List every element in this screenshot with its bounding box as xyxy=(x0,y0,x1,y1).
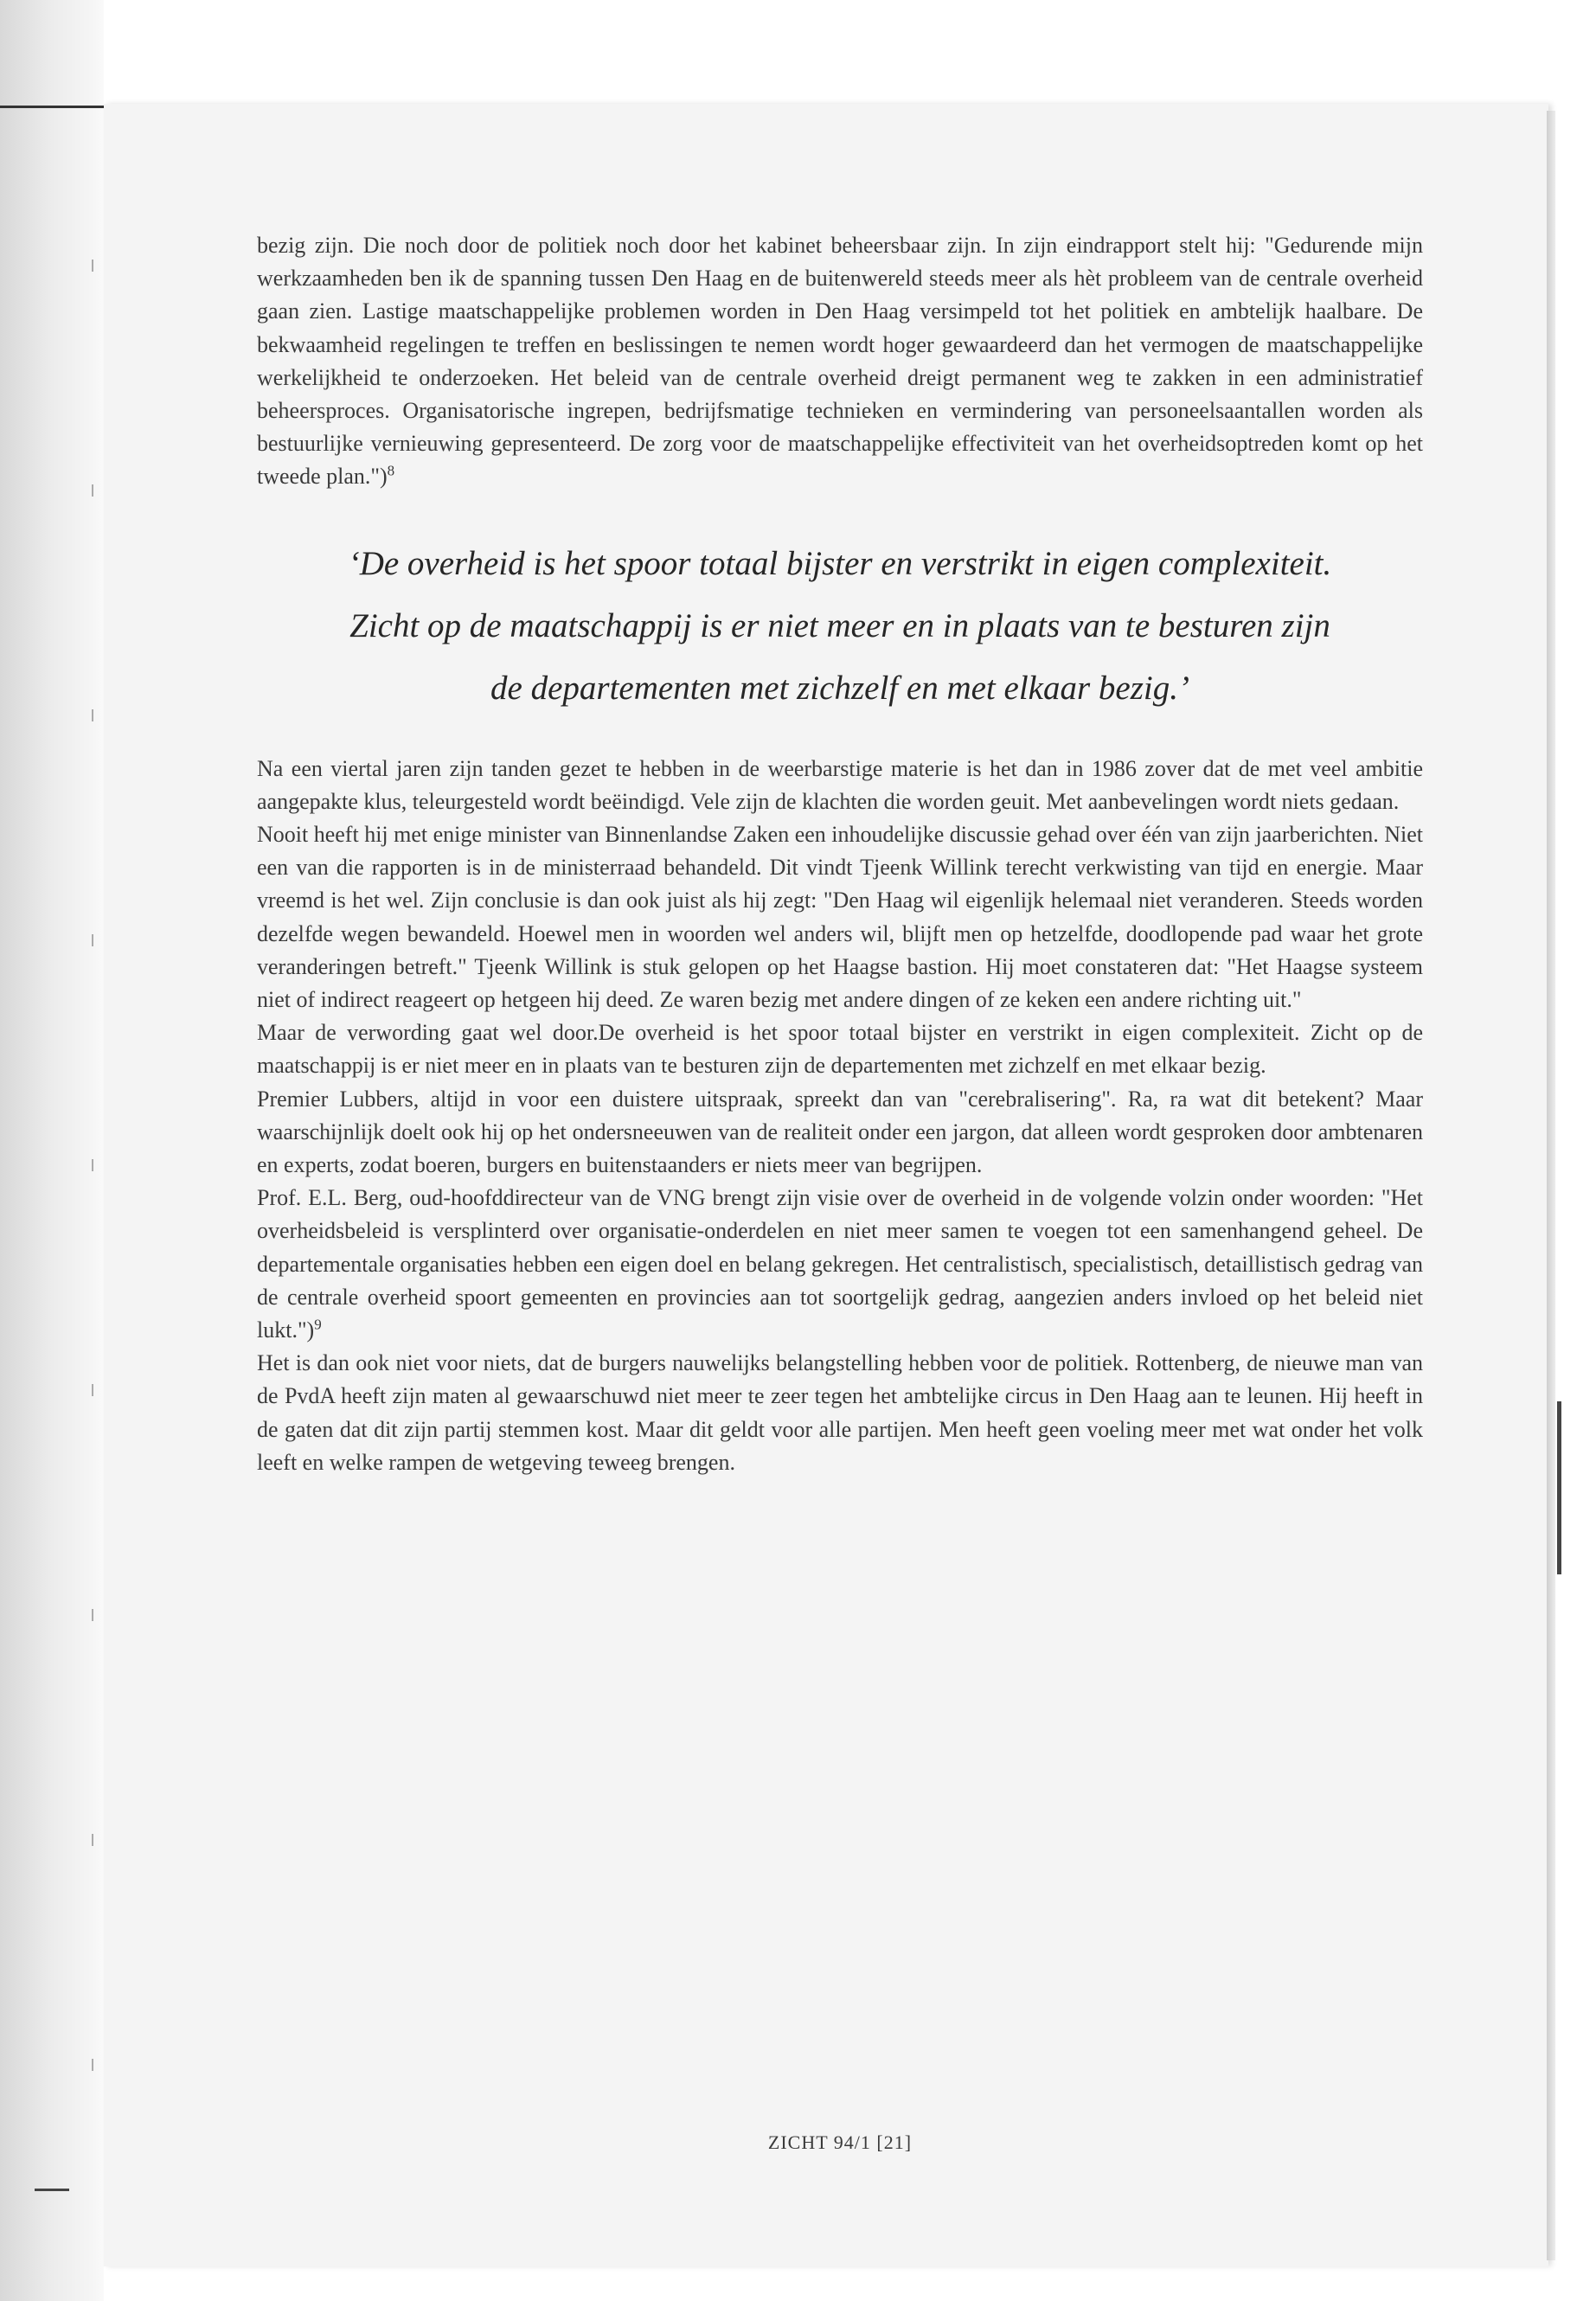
binding-stitch xyxy=(92,2059,93,2071)
binding-stitch xyxy=(92,934,93,946)
binding-edge-mark xyxy=(0,106,104,108)
page-right-edge xyxy=(1547,111,1555,2260)
pull-quote-line: Zicht op de maatschappij is er niet meer en in plaats van te besturen zijn xyxy=(349,606,1330,644)
body-paragraph: Het is dan ook niet voor niets, dat de burgers nauwelijks belangstelling hebben voor de politiek. Rottenberg, de nieuwe man van de PvdA heeft zijn maten al gewaarschuwd niet meer te zeer tegen het ambtelijke circus in Den Haag aan te leunen. Hij heeft in de gaten dat dit zijn partij stemmen kost. Maar dit geldt voor alle partijen. Men heeft geen voeling meer met wat onder het volk leeft en welke rampen de wetgeving teweeg brengen. xyxy=(257,1350,1423,1475)
pull-quote xyxy=(257,533,1423,720)
intro-text: bezig zijn. Die noch door de politiek noch door het kabinet beheersbaar zijn. In zijn eindrapport stelt hij: "Gedurende mijn werkzaamheden ben ik de spanning tussen Den Haag en de buitenwereld steeds meer als hèt probleem van de centrale overheid gaan zien. Lastige maatschappelijke problemen worden in Den Haag versimpeld tot het politiek en ambtelijk haalbare. De bekwaamheid regelingen te treffen en beslissingen te nemen wordt hoger gewaardeerd dan het vermogen de maatschappelijke werkelijkheid te onderzoeken. Het beleid van de centrale overheid dreigt permanent weg te zakken in een administratief beheersproces. Organisatorische ingrepen, bedrijfsmatige technieken en vermindering van personeelsaantallen worden als bestuurlijke vernieuwing gepresenteerd. De zorg voor de maatschappelijke effectiviteit van het overheidsoptreden komt op het tweede plan.") xyxy=(257,233,1423,490)
body-paragraph: Na een viertal jaren zijn tanden gezet te hebben in de weerbarstige materie is het dan in 1986 zover dat de met veel ambitie aangepakte klus, teleurgesteld wordt beëindigd. Vele zijn de klachten die worden geuit. Met aanbevelingen wordt niets gedaan. xyxy=(257,755,1423,814)
binding-stitch xyxy=(92,1159,93,1171)
binding-stitch xyxy=(92,1834,93,1846)
pull-quote-line: de departementen met zichzelf en met elkaar bezig.’ xyxy=(490,669,1189,707)
berg-paragraph xyxy=(257,1182,1423,1347)
intro-paragraph xyxy=(257,229,1423,494)
article-body xyxy=(257,229,1423,1479)
body-paragraph: Premier Lubbers, altijd in voor een duistere uitspraak, spreekt dan van "cerebralisering". Ra, ra wat dit betekent? Maar waarschijnlijk doelt ook hij op het ondersneeuwen van de realiteit onder een jargon, dat alleen wordt gesproken door ambtenaren en experts, zodat boeren, burgers en buitenstaanders er niets meer van begrijpen. xyxy=(257,1086,1423,1178)
binding-stitch xyxy=(92,484,93,497)
body-paragraph: Maar de verwording gaat wel door.De overheid is het spoor totaal bijster en verstrikt in eigen complexiteit. Zicht op de maatschappij is er niet meer en in plaats van te besturen zijn de departementen met zichzelf en met elkaar bezig. xyxy=(257,1020,1423,1079)
body-paragraph: Nooit heeft hij met enige minister van Binnenlandse Zaken een inhoudelijke discussie gehad over één van zijn jaarberichten. Niet een van die rapporten is in de ministerraad behandeld. Dit vindt Tjeenk Willink terecht verkwisting van tijd en energie. Maar vreemd is het wel. Zijn conclusie is dan ook juist als hij zegt: "Den Haag wil eigenlijk helemaal niet veranderen. Steeds worden dezelfde wegen bewandeld. Hoewel men in woorden wel anders wil, blijft men op hetzelfde, doodlopende pad waar het grote veranderingen betreft." Tjeenk Willink is stuk gelopen op het Haagse bastion. Hij moet constateren dat: "Het Haagse systeem niet of indirect reageert op hetgeen hij deed. Ze waren bezig met andere dingen of ze keken een andere richting uit." xyxy=(257,822,1423,1013)
binding-shadow xyxy=(0,0,104,2301)
binding-stitch xyxy=(92,260,93,272)
page-edge-tab xyxy=(1557,1401,1561,1574)
berg-text: Prof. E.L. Berg, oud-hoofddirecteur van de VNG brengt zijn visie over de overheid in de volgende volzin onder woorden: "Het overheidsbeleid is versplinterd over organisatie-onderdelen en niet meer samen te voegen tot een samenhangend geheel. De departementale organisaties hebben een eigen doel en belang gekregen. Het centralistisch, specialistisch, detaillistisch gedrag van de centrale overheid spoort gemeenten en provincies aan tot soortgelijk gedrag, aangezien anders invloed op het beleid niet lukt.") xyxy=(257,1185,1423,1343)
page-footer: ZICHT 94/1 [21] xyxy=(767,2131,913,2153)
pull-quote-line: ‘De overheid is het spoor totaal bijster en verstrikt in eigen complexiteit. xyxy=(348,544,1332,582)
binding-stitch xyxy=(92,709,93,721)
binding-stitch xyxy=(92,1609,93,1621)
binding-edge-mark-bottom xyxy=(35,2189,69,2191)
footnote-marker: 8 xyxy=(387,462,395,479)
footnote-marker: 9 xyxy=(314,1316,322,1333)
binding-stitch xyxy=(92,1384,93,1396)
